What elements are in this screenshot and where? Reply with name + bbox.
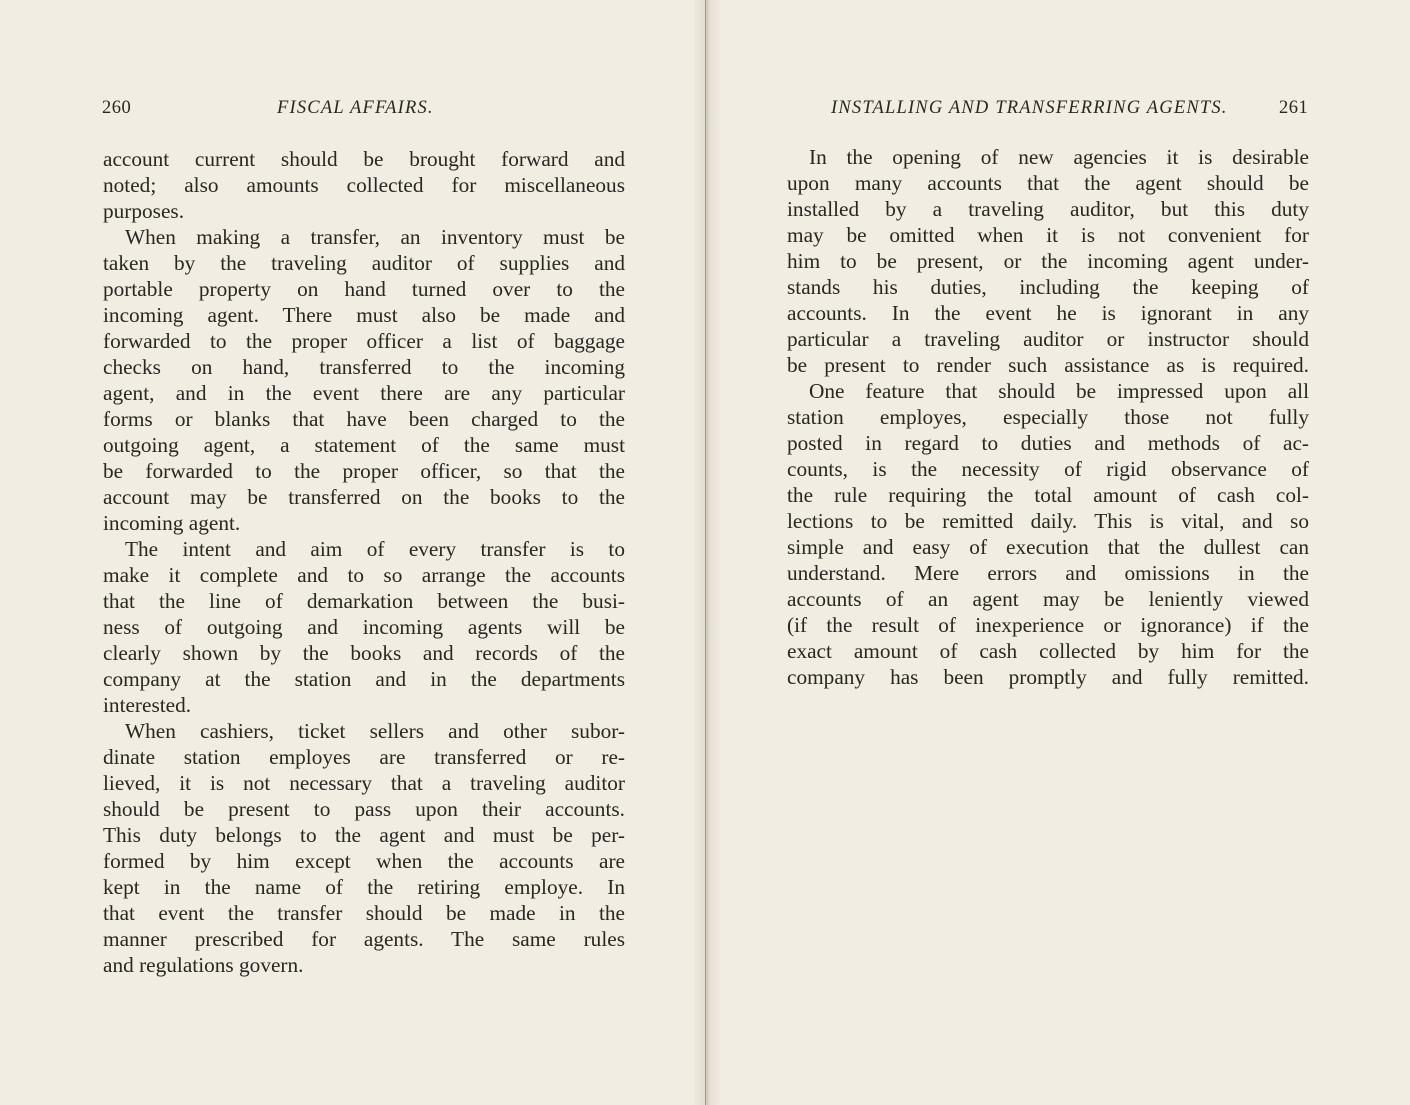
text-line: posted in regard to duties and methods of ac- [787, 431, 1309, 455]
text-line: outgoing agent, a statement of the same must [103, 433, 625, 457]
text-line: incoming agent. There must also be made and [103, 303, 625, 327]
book-gutter [694, 0, 720, 1105]
text-line: The intent and aim of every transfer is to [125, 537, 625, 561]
text-line: kept in the name of the retiring employe. In [103, 875, 625, 899]
text-line: agent, and in the event there are any particular [103, 381, 625, 405]
text-line: company at the station and in the departments [103, 667, 625, 691]
text-line: manner prescribed for agents. The same rules [103, 927, 625, 951]
text-line: account may be transferred on the books to the [103, 485, 625, 509]
text-line: simple and easy of execution that the dullest can [787, 535, 1309, 559]
text-line: station employes, especially those not fully [787, 405, 1309, 429]
text-line: taken by the traveling auditor of supplies and [103, 251, 625, 275]
text-line: account current should be brought forward and [103, 147, 625, 171]
text-line: stands his duties, including the keeping of [787, 275, 1309, 299]
text-line: lections to be remitted daily. This is vital, and so [787, 509, 1309, 533]
text-line: exact amount of cash collected by him for the [787, 639, 1309, 663]
text-line: (if the result of inexperience or ignorance) if the [787, 613, 1309, 637]
text-line: the rule requiring the total amount of cash col- [787, 483, 1309, 507]
text-line: accounts. In the event he is ignorant in any [787, 301, 1309, 325]
text-line: incoming agent. [103, 511, 241, 535]
text-line: installed by a traveling auditor, but this duty [787, 197, 1309, 221]
text-line: that event the transfer should be made in the [103, 901, 625, 925]
page-number: 260 [102, 98, 132, 118]
gutter-fold-line [705, 0, 706, 1105]
text-line: accounts of an agent may be leniently viewed [787, 587, 1309, 611]
right-page-body [787, 144, 1309, 690]
text-line: This duty belongs to the agent and must be per- [103, 823, 625, 847]
left-page-body [103, 146, 625, 978]
text-line: formed by him except when the accounts are [103, 849, 625, 873]
running-title: FISCAL AFFAIRS. [277, 98, 434, 118]
text-line: company has been promptly and fully remitted. [787, 665, 1309, 689]
text-line: ness of outgoing and incoming agents will be [103, 615, 625, 639]
text-line: that the line of demarkation between the busi- [103, 589, 625, 613]
text-line: lieved, it is not necessary that a traveling auditor [103, 771, 625, 795]
text-line: him to be present, or the incoming agent under- [787, 249, 1309, 273]
text-line: and regulations govern. [103, 953, 304, 977]
text-line: counts, is the necessity of rigid observance of [787, 457, 1309, 481]
text-line: In the opening of new agencies it is desirable [809, 145, 1309, 169]
text-line: One feature that should be impressed upon all [809, 379, 1309, 403]
left-page [0, 0, 694, 1105]
text-line: be forwarded to the proper officer, so that the [103, 459, 625, 483]
text-line: be present to render such assistance as is required. [787, 353, 1309, 377]
text-line: understand. Mere errors and omissions in the [787, 561, 1309, 585]
text-line: particular a traveling auditor or instructor should [787, 327, 1309, 351]
text-line: interested. [103, 693, 192, 717]
text-line: purposes. [103, 199, 185, 223]
text-line: When cashiers, ticket sellers and other subor- [125, 719, 625, 743]
right-page [720, 0, 1410, 1105]
text-line: may be omitted when it is not convenient for [787, 223, 1309, 247]
text-line: make it complete and to so arrange the accounts [103, 563, 625, 587]
text-line: should be present to pass upon their accounts. [103, 797, 625, 821]
text-line: upon many accounts that the agent should be [787, 171, 1309, 195]
text-line: When making a transfer, an inventory must be [125, 225, 625, 249]
running-title: INSTALLING AND TRANSFERRING AGENTS. [831, 98, 1228, 118]
text-line: noted; also amounts collected for miscellaneous [103, 173, 625, 197]
text-line: forms or blanks that have been charged to the [103, 407, 625, 431]
text-line: checks on hand, transferred to the incoming [103, 355, 625, 379]
text-line: clearly shown by the books and records of the [103, 641, 625, 665]
text-line: dinate station employes are transferred or re- [103, 745, 625, 769]
page-number: 261 [1279, 98, 1309, 118]
text-line: forwarded to the proper officer a list of baggage [103, 329, 625, 353]
text-line: portable property on hand turned over to the [103, 277, 625, 301]
